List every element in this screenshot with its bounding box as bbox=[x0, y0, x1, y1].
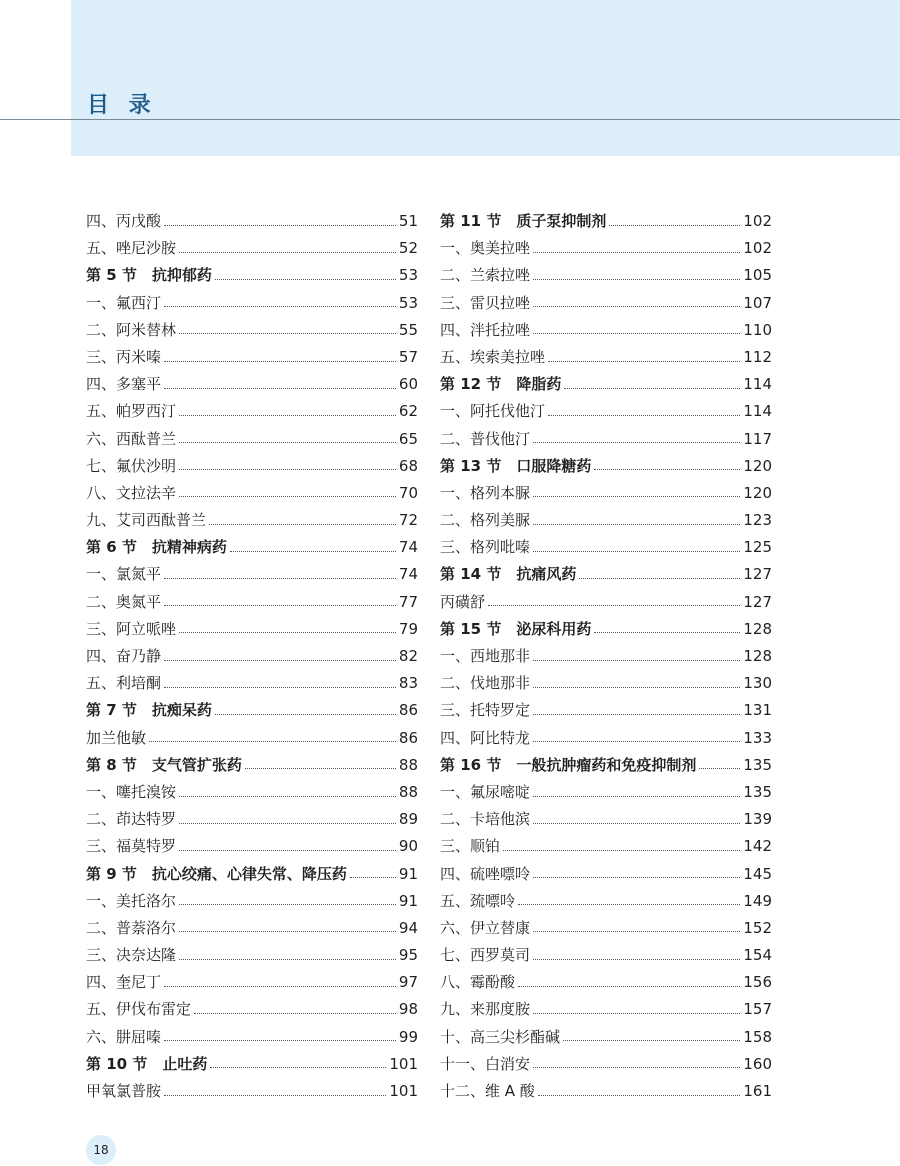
toc-entry-title: 二、阿米替林 bbox=[86, 320, 177, 339]
toc-page-number: 114 bbox=[743, 375, 772, 394]
dot-leader bbox=[533, 958, 740, 960]
dot-leader bbox=[699, 767, 740, 769]
dot-leader bbox=[179, 251, 396, 253]
toc-entry-row[interactable] bbox=[86, 398, 418, 425]
dot-leader bbox=[149, 740, 396, 742]
dot-leader bbox=[215, 713, 396, 715]
dot-leader bbox=[164, 985, 396, 987]
toc-page-number: 89 bbox=[398, 810, 418, 829]
toc-page-number: 74 bbox=[398, 538, 418, 557]
toc-entry-title: 五、伊伐布雷定 bbox=[86, 1000, 192, 1019]
toc-entry-row[interactable] bbox=[440, 969, 772, 996]
toc-page-number: 135 bbox=[743, 755, 772, 774]
toc-entry-title: 九、来那度胺 bbox=[440, 1000, 531, 1019]
toc-entry-row[interactable] bbox=[86, 670, 418, 697]
toc-entry-row[interactable] bbox=[440, 1051, 772, 1078]
toc-entry-title: 加兰他敏 bbox=[86, 728, 147, 747]
dot-leader bbox=[164, 659, 396, 661]
toc-page-number: 68 bbox=[398, 456, 418, 475]
toc-entry-row[interactable] bbox=[440, 725, 772, 752]
toc-page-number: 128 bbox=[743, 619, 772, 638]
toc-entry-title: 二、普萘洛尔 bbox=[86, 918, 177, 937]
toc-page-number: 83 bbox=[398, 674, 418, 693]
toc-page-number: 79 bbox=[398, 619, 418, 638]
header-band bbox=[71, 0, 900, 156]
toc-entry-title: 一、氟西汀 bbox=[86, 293, 162, 312]
toc-entry-row[interactable] bbox=[86, 317, 418, 344]
dot-leader bbox=[533, 441, 740, 443]
toc-entry-title: 第 11 节 质子泵抑制剂 bbox=[440, 212, 607, 230]
toc-page-number: 57 bbox=[398, 347, 418, 366]
toc-entry-row[interactable] bbox=[440, 888, 772, 915]
toc-entry-title: 二、伐地那非 bbox=[440, 674, 531, 693]
toc-entry-title: 丙磺舒 bbox=[440, 592, 486, 611]
dot-leader bbox=[245, 767, 396, 769]
dot-leader bbox=[179, 631, 396, 633]
toc-entry-row[interactable] bbox=[440, 235, 772, 262]
toc-entry-row[interactable] bbox=[86, 426, 418, 453]
toc-entry-title: 二、格列美脲 bbox=[440, 511, 531, 530]
dot-leader bbox=[533, 523, 740, 525]
toc-entry-title: 四、泮托拉唑 bbox=[440, 320, 531, 339]
toc-page-number: 53 bbox=[398, 266, 418, 285]
dot-leader bbox=[533, 1012, 740, 1014]
dot-leader bbox=[533, 278, 740, 280]
toc-entry-row[interactable] bbox=[86, 806, 418, 833]
toc-page-number: 123 bbox=[743, 511, 772, 530]
toc-entry-row[interactable] bbox=[86, 344, 418, 371]
toc-page-number: 130 bbox=[743, 674, 772, 693]
dot-leader bbox=[533, 795, 740, 797]
toc-page-number: 160 bbox=[743, 1054, 772, 1073]
toc-entry-title: 八、文拉法辛 bbox=[86, 483, 177, 502]
toc-entry-row[interactable] bbox=[440, 806, 772, 833]
toc-page-number: 127 bbox=[743, 565, 772, 584]
toc-entry-title: 三、雷贝拉唑 bbox=[440, 293, 531, 312]
toc-page-number: 62 bbox=[398, 402, 418, 421]
toc-page-number: 120 bbox=[743, 456, 772, 475]
toc-page-number: 72 bbox=[398, 511, 418, 530]
dot-leader bbox=[533, 550, 740, 552]
toc-page-number: 60 bbox=[398, 375, 418, 394]
toc-entry-row[interactable] bbox=[86, 371, 418, 398]
header-rule bbox=[0, 119, 900, 120]
toc-page-number: 149 bbox=[743, 891, 772, 910]
toc-entry-title: 三、格列吡嗪 bbox=[440, 538, 531, 557]
toc-page-number: 90 bbox=[398, 837, 418, 856]
toc-page-number: 102 bbox=[743, 239, 772, 258]
toc-section-row[interactable] bbox=[440, 208, 772, 235]
toc-entry-row[interactable] bbox=[86, 589, 418, 616]
toc-page-number: 52 bbox=[398, 239, 418, 258]
toc-entry-title: 十、高三尖杉酯碱 bbox=[440, 1027, 561, 1046]
toc-entry-row[interactable] bbox=[440, 426, 772, 453]
toc-entry-title: 六、伊立替康 bbox=[440, 918, 531, 937]
toc-entry-title: 五、唑尼沙胺 bbox=[86, 239, 177, 258]
dot-leader bbox=[179, 958, 396, 960]
toc-entry-row[interactable] bbox=[440, 861, 772, 888]
toc-page-number: 133 bbox=[743, 728, 772, 747]
toc-page-number: 65 bbox=[398, 429, 418, 448]
toc-page-number: 77 bbox=[398, 592, 418, 611]
toc-entry-title: 五、帕罗西汀 bbox=[86, 402, 177, 421]
toc-column-left bbox=[86, 208, 418, 1105]
dot-leader bbox=[594, 631, 740, 633]
toc-entry-row[interactable] bbox=[440, 262, 772, 289]
dot-leader bbox=[533, 659, 740, 661]
toc-entry-title: 三、决奈达隆 bbox=[86, 946, 177, 965]
dot-leader bbox=[179, 903, 396, 905]
dot-leader bbox=[179, 441, 396, 443]
toc-entry-title: 第 5 节 抗抑郁药 bbox=[86, 266, 212, 285]
toc-page-number: 154 bbox=[743, 946, 772, 965]
toc-entry-title: 第 16 节 一般抗肿瘤药和免疫抑制剂 bbox=[440, 755, 697, 774]
toc-page-number: 145 bbox=[743, 864, 772, 883]
toc-entry-row[interactable] bbox=[440, 534, 772, 561]
toc-entry-row[interactable] bbox=[440, 996, 772, 1023]
toc-entry-row[interactable] bbox=[86, 1078, 418, 1105]
toc-entry-row[interactable] bbox=[440, 344, 772, 371]
toc-section-row[interactable] bbox=[86, 752, 418, 779]
toc-page-number: 107 bbox=[743, 293, 772, 312]
toc-entry-row[interactable] bbox=[86, 616, 418, 643]
toc-entry-title: 第 14 节 抗痛风药 bbox=[440, 565, 577, 584]
toc-entry-row[interactable] bbox=[440, 1078, 772, 1105]
toc-entry-title: 第 10 节 止吐药 bbox=[86, 1054, 208, 1073]
dot-leader bbox=[503, 849, 740, 851]
toc-entry-row[interactable] bbox=[440, 942, 772, 969]
toc-entry-title: 第 9 节 抗心绞痛、心律失常、降压药 bbox=[86, 864, 347, 883]
toc-entry-row[interactable] bbox=[440, 833, 772, 860]
toc-entry-row[interactable] bbox=[86, 453, 418, 480]
toc-entry-title: 一、噻托溴铵 bbox=[86, 782, 177, 801]
toc-entry-row[interactable] bbox=[86, 643, 418, 670]
toc-entry-title: 四、丙戊酸 bbox=[86, 212, 162, 230]
toc-page-number: 120 bbox=[743, 483, 772, 502]
dot-leader bbox=[594, 468, 740, 470]
toc-column-right bbox=[440, 208, 772, 1105]
dot-leader bbox=[164, 577, 396, 579]
toc-section-row[interactable] bbox=[86, 262, 418, 289]
toc-entry-title: 五、利培酮 bbox=[86, 674, 162, 693]
toc-entry-title: 第 6 节 抗精神病药 bbox=[86, 538, 227, 557]
toc-entry-row[interactable] bbox=[440, 290, 772, 317]
toc-entry-row[interactable] bbox=[86, 725, 418, 752]
toc-entry-row[interactable] bbox=[440, 507, 772, 534]
dot-leader bbox=[230, 550, 396, 552]
toc-entry-title: 甲氧氯普胺 bbox=[86, 1082, 162, 1100]
toc-entry-title: 二、奥氮平 bbox=[86, 592, 162, 611]
dot-leader bbox=[533, 251, 740, 253]
toc-section-row[interactable] bbox=[86, 534, 418, 561]
dot-leader bbox=[179, 849, 396, 851]
toc-entry-title: 五、巯嘌呤 bbox=[440, 891, 516, 910]
toc-section-row[interactable] bbox=[86, 1051, 418, 1078]
toc-page-number: 152 bbox=[743, 918, 772, 937]
toc-entry-title: 一、美托洛尔 bbox=[86, 891, 177, 910]
toc-entry-row[interactable] bbox=[440, 1024, 772, 1051]
toc-entry-title: 四、奎尼丁 bbox=[86, 973, 162, 992]
toc-entry-row[interactable] bbox=[86, 915, 418, 942]
toc-entry-row[interactable] bbox=[86, 507, 418, 534]
toc-page-number: 125 bbox=[743, 538, 772, 557]
toc-page-number: 117 bbox=[743, 429, 772, 448]
toc-entry-title: 三、顺铂 bbox=[440, 837, 501, 856]
toc-entry-title: 二、茚达特罗 bbox=[86, 810, 177, 829]
toc-entry-title: 八、霉酚酸 bbox=[440, 973, 516, 992]
toc-page-number: 157 bbox=[743, 1000, 772, 1019]
toc-entry-title: 七、氟伏沙明 bbox=[86, 456, 177, 475]
dot-leader bbox=[533, 822, 740, 824]
dot-leader bbox=[518, 985, 740, 987]
toc-entry-title: 十一、白消安 bbox=[440, 1054, 531, 1073]
toc-section-row[interactable] bbox=[440, 561, 772, 588]
dot-leader bbox=[179, 930, 396, 932]
dot-leader bbox=[533, 713, 740, 715]
toc-entry-title: 二、卡培他滨 bbox=[440, 810, 531, 829]
toc-section-row[interactable] bbox=[86, 697, 418, 724]
toc-page-number: 101 bbox=[389, 1082, 418, 1100]
dot-leader bbox=[179, 332, 396, 334]
toc-page-number: 86 bbox=[398, 701, 418, 720]
toc-entry-title: 三、丙米嗪 bbox=[86, 347, 162, 366]
toc-page-number: 88 bbox=[398, 755, 418, 774]
toc-page-number: 88 bbox=[398, 782, 418, 801]
toc-entry-title: 十二、维 A 酸 bbox=[440, 1082, 535, 1100]
toc-entry-title: 三、托特罗定 bbox=[440, 701, 531, 720]
toc-entry-row[interactable] bbox=[440, 697, 772, 724]
toc-page-number: 97 bbox=[398, 973, 418, 992]
toc-page-number: 101 bbox=[389, 1054, 418, 1073]
toc-entry-row[interactable] bbox=[86, 888, 418, 915]
toc-entry-title: 一、氟尿嘧啶 bbox=[440, 782, 531, 801]
toc-page-number: 94 bbox=[398, 918, 418, 937]
dot-leader bbox=[215, 278, 396, 280]
dot-leader bbox=[518, 903, 740, 905]
toc-entry-title: 二、兰索拉唑 bbox=[440, 266, 531, 285]
toc-entry-row[interactable] bbox=[440, 589, 772, 616]
toc-section-row[interactable] bbox=[440, 616, 772, 643]
dot-leader bbox=[164, 1094, 386, 1096]
toc-page-number: 91 bbox=[398, 891, 418, 910]
toc-entry-title: 一、阿托伐他汀 bbox=[440, 402, 546, 421]
dot-leader bbox=[579, 577, 740, 579]
toc-page-number: 74 bbox=[398, 565, 418, 584]
toc-entry-row[interactable] bbox=[440, 915, 772, 942]
toc-page-number: 110 bbox=[743, 320, 772, 339]
dot-leader bbox=[548, 414, 740, 416]
toc-entry-row[interactable] bbox=[86, 996, 418, 1023]
dot-leader bbox=[179, 495, 396, 497]
toc-page-number: 161 bbox=[743, 1082, 772, 1100]
toc-entry-row[interactable] bbox=[440, 670, 772, 697]
dot-leader bbox=[533, 740, 740, 742]
toc-page-number: 139 bbox=[743, 810, 772, 829]
toc-section-row[interactable] bbox=[440, 371, 772, 398]
toc-page-number: 127 bbox=[743, 592, 772, 611]
dot-leader bbox=[488, 604, 740, 606]
toc-page-number: 99 bbox=[398, 1027, 418, 1046]
dot-leader bbox=[179, 822, 396, 824]
toc-entry-title: 第 8 节 支气管扩张药 bbox=[86, 755, 242, 774]
toc-page-number: 128 bbox=[743, 647, 772, 665]
toc-page-number: 142 bbox=[743, 837, 772, 856]
dot-leader bbox=[209, 523, 396, 525]
toc-entry-row[interactable] bbox=[440, 643, 772, 670]
dot-leader bbox=[194, 1012, 396, 1014]
toc-entry-title: 二、普伐他汀 bbox=[440, 429, 531, 448]
toc-entry-title: 第 15 节 泌尿科用药 bbox=[440, 619, 592, 638]
toc-entry-title: 四、硫唑嘌呤 bbox=[440, 864, 531, 883]
dot-leader bbox=[548, 360, 740, 362]
toc-entry-title: 三、福莫特罗 bbox=[86, 837, 177, 856]
toc-entry-row[interactable] bbox=[86, 1024, 418, 1051]
toc-entry-title: 四、阿比特龙 bbox=[440, 728, 531, 747]
toc-entry-title: 一、氯氮平 bbox=[86, 565, 162, 584]
dot-leader bbox=[164, 305, 396, 307]
dot-leader bbox=[533, 876, 740, 878]
toc-entry-row[interactable] bbox=[86, 290, 418, 317]
toc-entry-row[interactable] bbox=[440, 398, 772, 425]
dot-leader bbox=[164, 224, 396, 226]
toc-entry-row[interactable] bbox=[86, 942, 418, 969]
dot-leader bbox=[179, 468, 396, 470]
toc-page-number: 112 bbox=[743, 347, 772, 366]
page-title: 目 录 bbox=[87, 93, 157, 118]
dot-leader bbox=[164, 1039, 396, 1041]
toc-entry-row[interactable] bbox=[86, 208, 418, 235]
toc-page-number: 105 bbox=[743, 266, 772, 285]
dot-leader bbox=[533, 686, 740, 688]
toc-entry-title: 六、西酞普兰 bbox=[86, 429, 177, 448]
toc-entry-row[interactable] bbox=[86, 235, 418, 262]
dot-leader bbox=[533, 1066, 740, 1068]
dot-leader bbox=[164, 360, 396, 362]
dot-leader bbox=[179, 414, 396, 416]
toc-entry-title: 一、奥美拉唑 bbox=[440, 239, 531, 258]
dot-leader bbox=[533, 930, 740, 932]
toc-page-number: 70 bbox=[398, 483, 418, 502]
dot-leader bbox=[533, 495, 740, 497]
toc-entry-row[interactable] bbox=[86, 779, 418, 806]
toc-entry-row[interactable] bbox=[86, 480, 418, 507]
dot-leader bbox=[164, 686, 396, 688]
toc-page-number: 98 bbox=[398, 1000, 418, 1019]
toc-page-number: 91 bbox=[398, 864, 418, 883]
dot-leader bbox=[533, 305, 740, 307]
page-number-badge: 18 bbox=[86, 1135, 116, 1165]
toc-entry-title: 第 7 节 抗痴呆药 bbox=[86, 701, 212, 720]
toc-entry-title: 第 13 节 口服降糖药 bbox=[440, 456, 592, 475]
toc-page-number: 156 bbox=[743, 973, 772, 992]
toc-entry-row[interactable] bbox=[86, 969, 418, 996]
toc-page-number: 55 bbox=[398, 320, 418, 339]
toc-entry-title: 一、西地那非 bbox=[440, 647, 531, 665]
dot-leader bbox=[164, 387, 396, 389]
toc-page-number: 82 bbox=[398, 647, 418, 665]
toc-page-number: 86 bbox=[398, 728, 418, 747]
dot-leader bbox=[350, 876, 396, 878]
toc-page-number: 158 bbox=[743, 1027, 772, 1046]
toc-section-row[interactable] bbox=[86, 861, 418, 888]
toc-page-number: 135 bbox=[743, 782, 772, 801]
toc-entry-title: 七、西罗莫司 bbox=[440, 946, 531, 965]
toc-entry-row[interactable] bbox=[86, 833, 418, 860]
toc-entry-row[interactable] bbox=[440, 779, 772, 806]
toc-entry-title: 九、艾司西酞普兰 bbox=[86, 511, 207, 530]
dot-leader bbox=[164, 604, 396, 606]
toc-entry-row[interactable] bbox=[440, 317, 772, 344]
dot-leader bbox=[563, 1039, 740, 1041]
toc-section-row[interactable] bbox=[440, 752, 772, 779]
toc-page-number: 95 bbox=[398, 946, 418, 965]
dot-leader bbox=[538, 1094, 741, 1096]
toc-entry-title: 一、格列本脲 bbox=[440, 483, 531, 502]
toc-entry-title: 四、多塞平 bbox=[86, 375, 162, 394]
toc-page-number: 114 bbox=[743, 402, 772, 421]
toc-section-row[interactable] bbox=[440, 453, 772, 480]
toc-entry-title: 六、肼屈嗪 bbox=[86, 1027, 162, 1046]
dot-leader bbox=[564, 387, 740, 389]
dot-leader bbox=[609, 224, 740, 226]
toc-page-number: 131 bbox=[743, 701, 772, 720]
toc-entry-row[interactable] bbox=[440, 480, 772, 507]
toc-entry-title: 三、阿立哌唑 bbox=[86, 619, 177, 638]
dot-leader bbox=[210, 1066, 386, 1068]
toc-entry-title: 五、埃索美拉唑 bbox=[440, 347, 546, 366]
dot-leader bbox=[179, 795, 396, 797]
toc-page-number: 102 bbox=[743, 212, 772, 230]
toc-entry-title: 第 12 节 降脂药 bbox=[440, 375, 562, 394]
dot-leader bbox=[533, 332, 740, 334]
toc-page-number: 51 bbox=[398, 212, 418, 230]
toc-entry-row[interactable] bbox=[86, 561, 418, 588]
toc-page-number: 53 bbox=[398, 293, 418, 312]
toc-entry-title: 四、奋乃静 bbox=[86, 647, 162, 665]
